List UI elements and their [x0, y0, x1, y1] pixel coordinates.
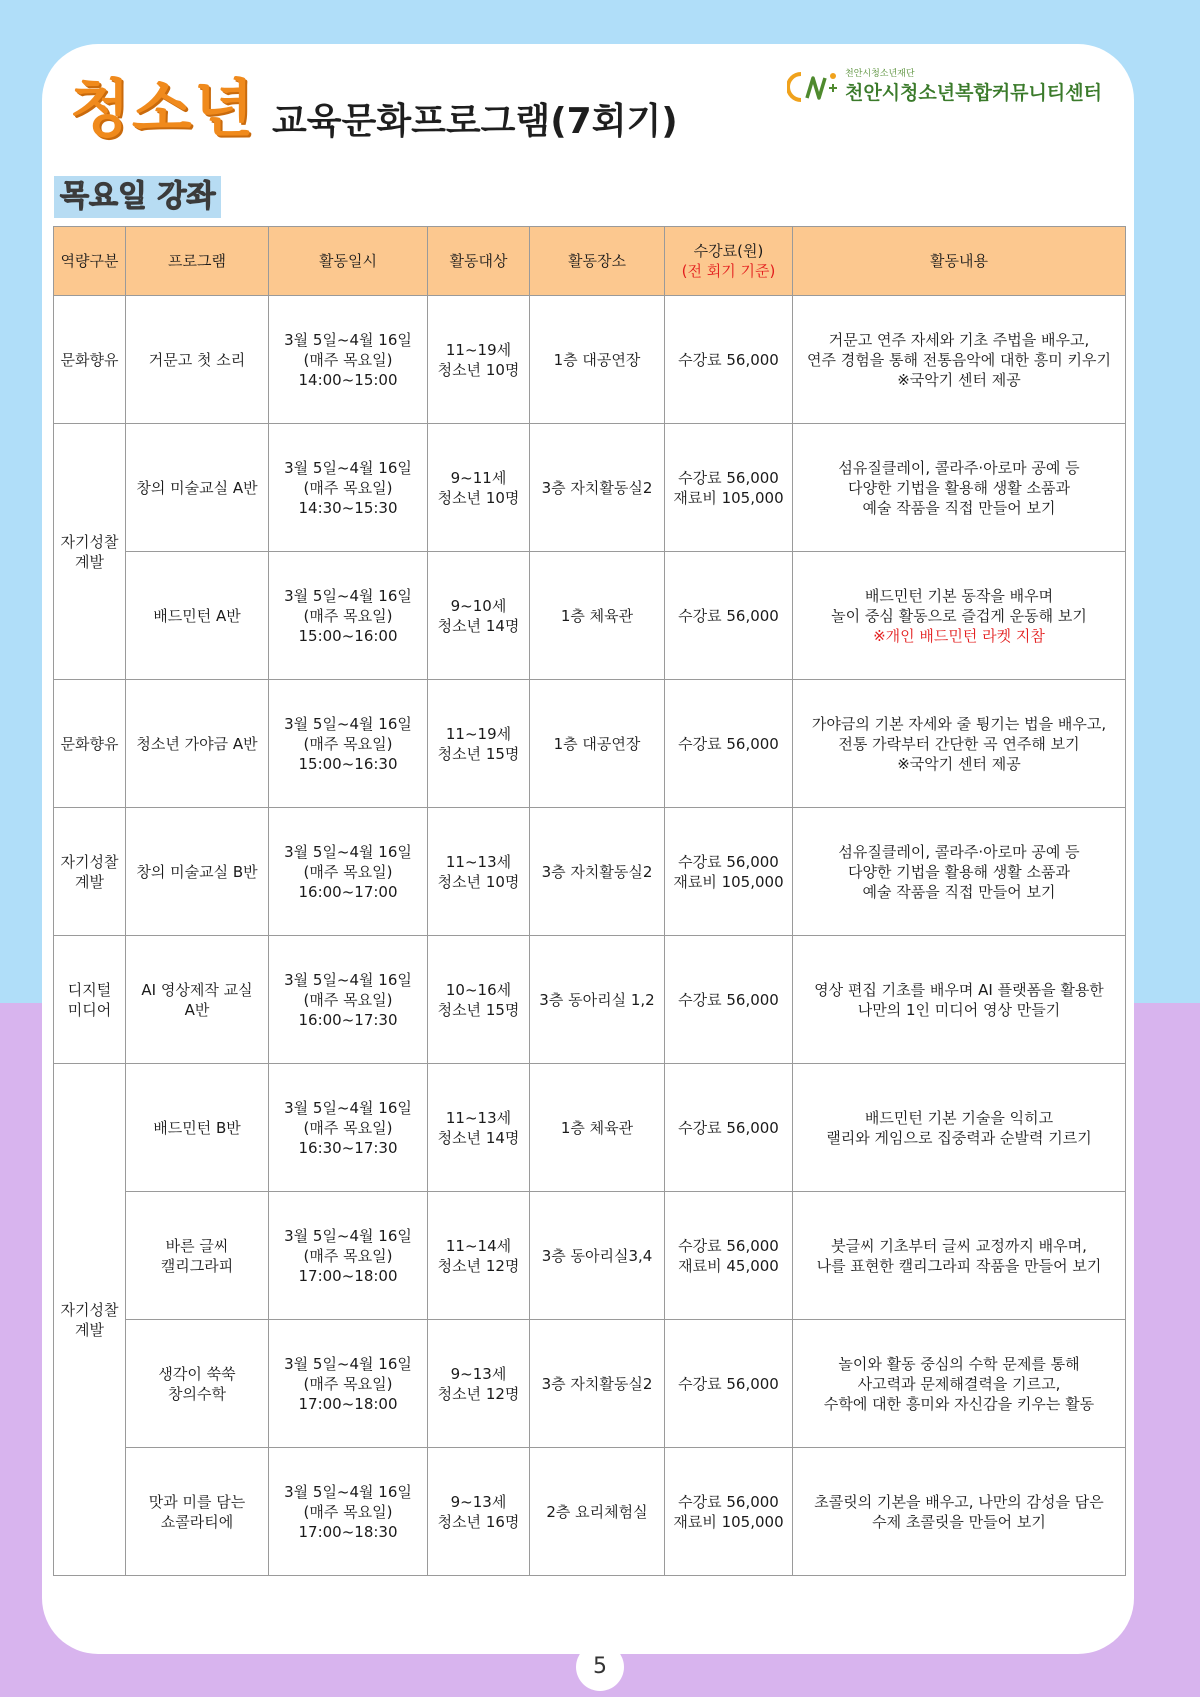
page-number: 5	[576, 1643, 624, 1691]
table-row	[54, 1192, 1126, 1320]
cell-place: 3층 자치활동실2	[530, 424, 665, 552]
cell-target: 9~11세 청소년 10명	[428, 424, 530, 552]
cell-place: 3층 자치활동실2	[530, 808, 665, 936]
cell-program: 거문고 첫 소리	[126, 296, 269, 424]
cell-schedule: 3월 5일~4월 16일 (매주 목요일) 16:00~17:30	[269, 936, 428, 1064]
table-row	[54, 1448, 1126, 1576]
header-target: 활동대상	[428, 227, 530, 296]
header-row	[54, 227, 1126, 296]
cell-content: 놀이와 활동 중심의 수학 문제를 통해 사고력과 문제해결력을 기르고, 수학에 대한 흥미와 자신감을 키우는 활동	[793, 1320, 1126, 1448]
cell-program: 창의 미술교실 A반	[126, 424, 269, 552]
cell-target: 11~19세 청소년 15명	[428, 680, 530, 808]
cell-fee: 수강료 56,000	[665, 1320, 793, 1448]
cell-place: 1층 대공연장	[530, 680, 665, 808]
table-body	[54, 296, 1126, 1576]
cell-place: 2층 요리체험실	[530, 1448, 665, 1576]
cell-target: 11~19세 청소년 10명	[428, 296, 530, 424]
section-label: 목요일 강좌	[54, 176, 221, 218]
table-row	[54, 552, 1126, 680]
title-sub: 교육문화프로그램(7회기)	[272, 101, 678, 142]
cell-fee: 수강료 56,000 재료비 105,000	[665, 808, 793, 936]
cell-schedule: 3월 5일~4월 16일 (매주 목요일) 16:30~17:30	[269, 1064, 428, 1192]
cell-schedule: 3월 5일~4월 16일 (매주 목요일) 17:00~18:00	[269, 1192, 428, 1320]
cell-fee: 수강료 56,000	[665, 296, 793, 424]
table-row	[54, 808, 1126, 936]
cell-fee: 수강료 56,000 재료비 45,000	[665, 1192, 793, 1320]
cell-content	[793, 552, 1126, 680]
cell-fee: 수강료 56,000	[665, 680, 793, 808]
cell-fee: 수강료 56,000 재료비 105,000	[665, 1448, 793, 1576]
cell-category: 자기성찰 계발	[54, 808, 126, 936]
cell-fee: 수강료 56,000	[665, 552, 793, 680]
cell-category: 자기성찰 계발	[54, 424, 126, 680]
cell-place: 3층 동아리실3,4	[530, 1192, 665, 1320]
cell-program: 청소년 가야금 A반	[126, 680, 269, 808]
cell-schedule: 3월 5일~4월 16일 (매주 목요일) 14:30~15:30	[269, 424, 428, 552]
cell-program: 배드민턴 B반	[126, 1064, 269, 1192]
cell-content: 섬유질클레이, 콜라주·아로마 공예 등 다양한 기법을 활용해 생활 소품과 예술 작품을 직접 만들어 보기	[793, 808, 1126, 936]
cell-target: 9~13세 청소년 16명	[428, 1448, 530, 1576]
table-row	[54, 680, 1126, 808]
cell-content: 가야금의 기본 자세와 줄 튕기는 법을 배우고, 전통 가락부터 간단한 곡 연주해 보기 ※국악기 센터 제공	[793, 680, 1126, 808]
program-table	[53, 226, 1126, 1576]
content-warning: ※개인 배드민턴 라켓 지참	[873, 626, 1045, 645]
cell-schedule: 3월 5일~4월 16일 (매주 목요일) 15:00~16:00	[269, 552, 428, 680]
content-text: 배드민턴 기본 동작을 배우며 놀이 중심 활동으로 즐겁게 운동해 보기	[831, 586, 1087, 625]
table-row	[54, 424, 1126, 552]
cell-category: 디지털 미디어	[54, 936, 126, 1064]
header-fee	[665, 227, 793, 296]
cell-program: AI 영상제작 교실 A반	[126, 936, 269, 1064]
title-main: 청소년	[70, 72, 256, 145]
cell-program: 맛과 미를 담는 쇼콜라티에	[126, 1448, 269, 1576]
cell-fee: 수강료 56,000	[665, 936, 793, 1064]
org-tagline: 천안시청소년재단	[845, 69, 915, 79]
cell-fee: 수강료 56,000	[665, 1064, 793, 1192]
table-row	[54, 296, 1126, 424]
cell-category: 문화향유	[54, 680, 126, 808]
cell-content: 영상 편집 기초를 배우며 AI 플랫폼을 활용한 나만의 1인 미디어 영상 만들기	[793, 936, 1126, 1064]
cell-content: 거문고 연주 자세와 기초 주법을 배우고, 연주 경험을 통해 전통음악에 대한 흥미 키우기 ※국악기 센터 제공	[793, 296, 1126, 424]
table-row	[54, 1064, 1126, 1192]
cell-schedule: 3월 5일~4월 16일 (매주 목요일) 17:00~18:00	[269, 1320, 428, 1448]
cell-place: 3층 동아리실 1,2	[530, 936, 665, 1064]
cell-category: 문화향유	[54, 296, 126, 424]
cell-target: 9~13세 청소년 12명	[428, 1320, 530, 1448]
cell-content: 붓글씨 기초부터 글씨 교정까지 배우며, 나를 표현한 캘리그라피 작품을 만들어 보기	[793, 1192, 1126, 1320]
cell-content: 섬유질클레이, 콜라주·아로마 공예 등 다양한 기법을 활용해 생활 소품과 예술 작품을 직접 만들어 보기	[793, 424, 1126, 552]
cell-program: 바른 글씨 캘리그라피	[126, 1192, 269, 1320]
cell-place: 3층 자치활동실2	[530, 1320, 665, 1448]
header-fee-note: (전 회기 기준)	[681, 262, 776, 280]
cell-program: 배드민턴 A반	[126, 552, 269, 680]
cell-category: 자기성찰 계발	[54, 1064, 126, 1576]
cell-target: 9~10세 청소년 14명	[428, 552, 530, 680]
cell-schedule: 3월 5일~4월 16일 (매주 목요일) 14:00~15:00	[269, 296, 428, 424]
cell-place: 1층 체육관	[530, 1064, 665, 1192]
cell-fee: 수강료 56,000 재료비 105,000	[665, 424, 793, 552]
header-category: 역량구분	[54, 227, 126, 296]
cell-target: 11~14세 청소년 12명	[428, 1192, 530, 1320]
header-fee-label: 수강료(원)	[693, 242, 764, 260]
table-row	[54, 1320, 1126, 1448]
org-logo-icon	[787, 68, 839, 106]
cell-program: 창의 미술교실 B반	[126, 808, 269, 936]
cell-content: 초콜릿의 기본을 배우고, 나만의 감성을 담은 수제 초콜릿을 만들어 보기	[793, 1448, 1126, 1576]
table-row	[54, 936, 1126, 1064]
org-logo	[787, 66, 1117, 108]
table-header	[54, 227, 1126, 296]
cell-content: 배드민턴 기본 기술을 익히고 랠리와 게임으로 집중력과 순발력 기르기	[793, 1064, 1126, 1192]
cell-schedule: 3월 5일~4월 16일 (매주 목요일) 16:00~17:00	[269, 808, 428, 936]
cell-place: 1층 체육관	[530, 552, 665, 680]
cell-program: 생각이 쑥쑥 창의수학	[126, 1320, 269, 1448]
cell-schedule: 3월 5일~4월 16일 (매주 목요일) 15:00~16:30	[269, 680, 428, 808]
header-content: 활동내용	[793, 227, 1126, 296]
cell-target: 11~13세 청소년 10명	[428, 808, 530, 936]
cell-place: 1층 대공연장	[530, 296, 665, 424]
cell-schedule: 3월 5일~4월 16일 (매주 목요일) 17:00~18:30	[269, 1448, 428, 1576]
cell-target: 11~13세 청소년 14명	[428, 1064, 530, 1192]
cell-target: 10~16세 청소년 15명	[428, 936, 530, 1064]
header-place: 활동장소	[530, 227, 665, 296]
org-name: 천안시청소년복합커뮤니티센터	[845, 82, 1102, 104]
header-program: 프로그램	[126, 227, 269, 296]
header-schedule: 활동일시	[269, 227, 428, 296]
